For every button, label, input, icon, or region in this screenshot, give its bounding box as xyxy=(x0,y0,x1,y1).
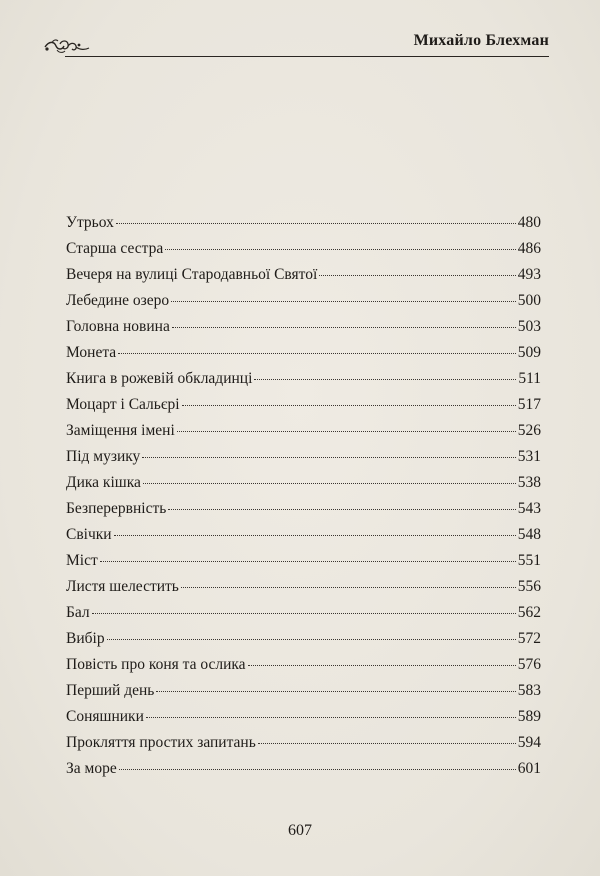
toc-entry-title: Книга в рожевій обкладинці xyxy=(66,370,253,387)
toc-entry-page: 589 xyxy=(517,708,541,725)
dot-leader xyxy=(92,613,516,614)
dot-leader xyxy=(143,483,516,484)
dot-leader xyxy=(114,535,516,536)
toc-entry-title: Утрьох xyxy=(66,214,114,231)
toc-entry-title: Під музику xyxy=(66,448,141,465)
toc-entry-title: Монета xyxy=(66,344,117,361)
toc-entry xyxy=(66,548,541,574)
toc-entry-title: Вибір xyxy=(66,630,105,647)
toc-entry-page: 517 xyxy=(517,396,541,413)
toc-entry-page: 583 xyxy=(517,682,541,699)
dot-leader xyxy=(146,717,516,718)
toc-entry-page: 486 xyxy=(517,240,541,257)
toc-entry xyxy=(66,210,541,236)
toc-entry xyxy=(66,626,541,652)
dot-leader xyxy=(100,561,516,562)
toc-entry xyxy=(66,652,541,678)
dot-leader xyxy=(182,405,516,406)
toc-entry xyxy=(66,704,541,730)
dot-leader xyxy=(181,587,516,588)
toc-entry xyxy=(66,340,541,366)
page-header xyxy=(43,32,549,58)
toc-entry-page: 556 xyxy=(517,578,541,595)
floral-ornament-icon xyxy=(43,38,95,54)
toc-entry-page: 531 xyxy=(517,448,541,465)
dot-leader xyxy=(118,353,516,354)
toc-entry-page: 511 xyxy=(518,370,541,387)
toc-entry-title: За море xyxy=(66,760,117,777)
dot-leader xyxy=(156,691,515,692)
toc-entry-title: Безперервність xyxy=(66,500,167,517)
header-rule xyxy=(65,56,549,57)
dot-leader xyxy=(116,223,516,224)
toc-entry-title: Перший день xyxy=(66,682,155,699)
toc-entry-title: Заміщення імені xyxy=(66,422,175,439)
dot-leader xyxy=(248,665,516,666)
toc-entry-page: 576 xyxy=(517,656,541,673)
toc-entry-title: Листя шелестить xyxy=(66,578,179,595)
toc-entry-title: Бал xyxy=(66,604,90,621)
toc-entry xyxy=(66,470,541,496)
toc-entry-title: Свічки xyxy=(66,526,112,543)
toc-entry xyxy=(66,756,541,782)
toc-entry-title: Лебедине озеро xyxy=(66,292,170,309)
dot-leader xyxy=(177,431,516,432)
dot-leader xyxy=(107,639,516,640)
toc-entry-title: Повість про коня та ослика xyxy=(66,656,246,673)
toc-entry-page: 480 xyxy=(517,214,541,231)
toc-entry xyxy=(66,314,541,340)
toc-entry-page: 500 xyxy=(517,292,541,309)
toc-entry-title: Прокляття простих запитань xyxy=(66,734,256,751)
toc-entry xyxy=(66,392,541,418)
dot-leader xyxy=(165,249,516,250)
toc-entry xyxy=(66,418,541,444)
toc-entry-page: 562 xyxy=(517,604,541,621)
toc-entry xyxy=(66,496,541,522)
toc-entry xyxy=(66,600,541,626)
dot-leader xyxy=(171,301,516,302)
toc-entry-page: 503 xyxy=(517,318,541,335)
toc-entry xyxy=(66,444,541,470)
page-number: 607 xyxy=(288,822,312,839)
toc-entry-page: 551 xyxy=(517,552,541,569)
toc-entry-page: 548 xyxy=(517,526,541,543)
dot-leader xyxy=(258,743,516,744)
toc-entry-page: 572 xyxy=(517,630,541,647)
toc-entry-page: 526 xyxy=(517,422,541,439)
toc-entry xyxy=(66,288,541,314)
toc-entry xyxy=(66,574,541,600)
toc-entry xyxy=(66,730,541,756)
toc-entry-page: 509 xyxy=(517,344,541,361)
toc-entry-title: Соняшники xyxy=(66,708,144,725)
dot-leader xyxy=(172,327,516,328)
toc-entry-title: Дика кішка xyxy=(66,474,141,491)
toc-entry-title: Головна новина xyxy=(66,318,170,335)
show-through-title xyxy=(0,150,600,188)
table-of-contents xyxy=(66,210,541,782)
toc-entry-title: Старша сестра xyxy=(66,240,164,257)
dot-leader xyxy=(254,379,516,380)
dot-leader xyxy=(168,509,515,510)
toc-entry xyxy=(66,522,541,548)
toc-entry xyxy=(66,262,541,288)
toc-entry xyxy=(66,366,541,392)
toc-entry-page: 594 xyxy=(517,734,541,751)
toc-entry xyxy=(66,236,541,262)
toc-entry xyxy=(66,678,541,704)
toc-entry-title: Моцарт і Сальєрі xyxy=(66,396,180,413)
dot-leader xyxy=(319,275,515,276)
running-head-author: Михайло Блехман xyxy=(413,32,549,49)
dot-leader xyxy=(142,457,515,458)
toc-entry-page: 543 xyxy=(517,500,541,517)
toc-entry-page: 493 xyxy=(517,266,541,283)
dot-leader xyxy=(119,769,516,770)
toc-entry-page: 538 xyxy=(517,474,541,491)
show-through-text xyxy=(0,108,600,124)
toc-entry-page: 601 xyxy=(517,760,541,777)
toc-entry-title: Міст xyxy=(66,552,98,569)
toc-entry-title: Вечеря на вулиці Стародавньої Святої xyxy=(66,266,318,283)
